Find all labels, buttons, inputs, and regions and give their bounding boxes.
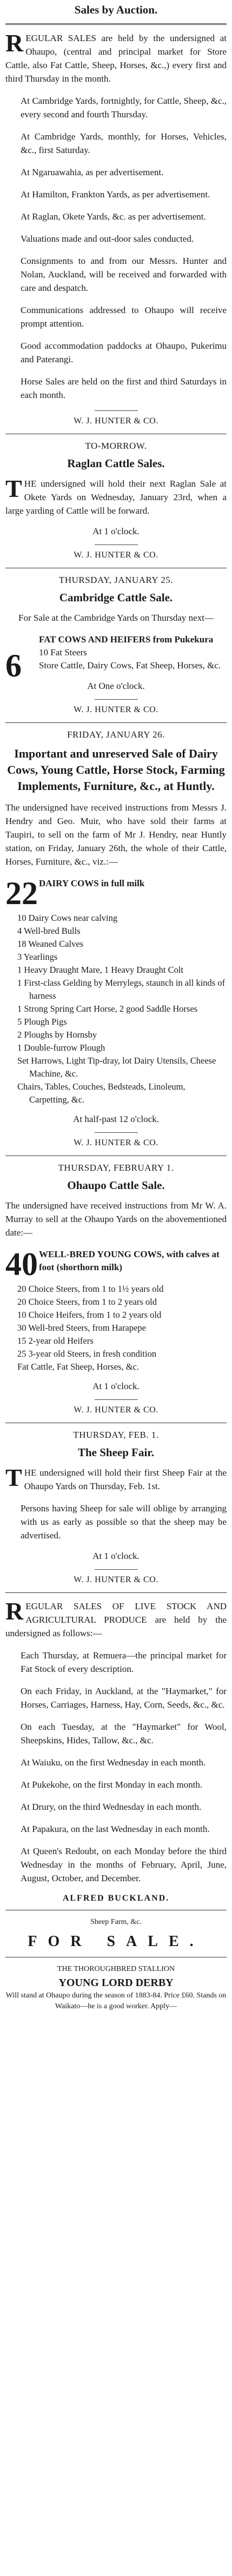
cambridge-notice (5, 575, 227, 715)
consignments-line: Consignments to and from our Messrs. Hunter and Nolan, Auckland, will be received and forwarded with care and despatch. (21, 256, 227, 293)
queens-redoubt-line: At Queen's Redoubt, on each Monday before the third Wednesday in the months of February, April, June, August, October, and December. (21, 1846, 227, 1883)
sale-time: At 1 o'clock. (92, 526, 140, 536)
lot-block (5, 633, 227, 683)
notice-title: Important and unreserved Sale of Dairy Cows, Young Cattle, Horse Stock, Farming Implements, Furniture, &c., at Huntly. (7, 747, 225, 793)
section-rule (5, 722, 227, 723)
notice-date: THURSDAY, FEB. 1. (73, 1430, 159, 1440)
sheep-fair-notice (5, 1430, 227, 1585)
regular-sales-intro: REGULAR SALES are held by the undersigned at Ohaupo, (central and principal market for Store Cattle, also Fat Cattle, Sheep, Horses, &c.,) every first and third Thursday in the month. (5, 29, 227, 84)
regular-sales-notice (5, 31, 227, 426)
lot-line: DAIRY COWS in full milk (39, 878, 145, 888)
signature: W. J. HUNTER & CO. (74, 1405, 158, 1415)
sale-time: At 1 o'clock. (92, 1551, 140, 1561)
drop-cap: T (5, 475, 22, 502)
list-item: 25 3-year old Steers, in fresh condition (17, 1349, 157, 1359)
auckland-friday-line: On each Friday, in Auckland, at the "Haymarket," for Horses, Carriages, Harness, Hay, Corn, Seeds, &c., &c. (21, 1686, 227, 1710)
divider (95, 1569, 138, 1570)
lot-line: 10 Fat Steers (39, 647, 87, 658)
list-item: 5 Plough Pigs (17, 1017, 67, 1027)
notice-intro: The undersigned have received instructions from Mr W. A. Murray to sell at the Ohaupo Yards on the abovementioned date:— (5, 1200, 227, 1238)
cambridge-fortnightly: At Cambridge Yards, fortnightly, for Cattle, Sheep, &c., every second and fourth Thursday. (21, 96, 227, 119)
notice-title: Ohaupo Cattle Sale. (67, 1179, 165, 1192)
lot-list (5, 912, 227, 1106)
valuations-line: Valuations made and out-door sales conducted. (21, 234, 194, 244)
ohaupo-notice (5, 1163, 227, 1415)
stallion-name: YOUNG LORD DERBY (58, 1977, 174, 1989)
notice-body: THE undersigned will hold their first Sheep Fair at the Ohaupo Yards on Thursday, Feb. 1st. (5, 1464, 227, 1491)
list-item: 20 Choice Steers, from 1 to 1½ years old (17, 1284, 164, 1294)
signature: W. J. HUNTER & CO. (74, 1575, 158, 1584)
papakura-line: At Papakura, on the last Wednesday in each month. (21, 1824, 210, 1834)
lot-line: WELL-BRED YOUNG COWS, with calves at foot (shorthorn milk) (39, 1249, 220, 1272)
divider (95, 699, 138, 700)
notice-date: THURSDAY, FEBRUARY 1. (58, 1163, 174, 1173)
stallion-intro: THE THOROUGHBRED STALLION (57, 1965, 175, 1973)
lot-list (5, 1283, 227, 1373)
for-sale-notice (5, 1917, 227, 2012)
lot-line: Store Cattle, Dairy Cows, Fat Sheep, Horses, &c. (39, 660, 221, 670)
tuesday-line: On each Tuesday, at the "Haymarket" for Wool, Sheepskins, Hides, Tallow, &c., &c. (21, 1722, 227, 1745)
divider (95, 410, 138, 411)
notice-date: TO-MORROW. (85, 441, 147, 451)
cambridge-monthly: At Cambridge Yards, monthly, for Horses, Vehicles, &c., first Saturday. (21, 131, 227, 155)
notice-date: THURSDAY, JANUARY 25. (58, 575, 174, 585)
signature: W. J. HUNTER & CO. (74, 416, 158, 426)
list-item: 4 Well-bred Bulls (17, 926, 81, 936)
lot-line: FAT COWS AND HEIFERS from Pukekura (39, 634, 214, 645)
buckland-notice (5, 1599, 227, 1903)
waiuku-line: At Waiuku, on the first Wednesday in each month. (21, 1757, 206, 1768)
notice-body-2: Persons having Sheep for sale will oblige by arranging with us as early as possible so that the sheep may be advertised. (21, 1503, 227, 1541)
header-rule (5, 23, 227, 25)
for-sale-title: FOR SALE. (28, 1933, 204, 1950)
raglan-notice (5, 441, 227, 560)
notice-title: Raglan Cattle Sales. (67, 457, 165, 470)
list-item: 1 Strong Spring Cart Horse, 2 good Saddle Horses (17, 1004, 198, 1014)
list-item: 1 Double-furrow Plough (17, 1043, 105, 1053)
lot-count: 22 (5, 875, 38, 911)
lot-count: 6 (5, 648, 22, 683)
signature: ALFRED BUCKLAND. (62, 1894, 170, 1903)
remuera-line: Each Thursday, at Remuera—the principal market for Fat Stock of every description. (21, 1650, 227, 1674)
notice-title: The Sheep Fair. (78, 1446, 154, 1459)
sale-time: At 1 o'clock. (92, 1381, 140, 1391)
sale-time: At half-past 12 o'clock. (73, 1114, 159, 1124)
notice-title: Cambridge Cattle Sale. (59, 591, 173, 604)
notice-date: FRIDAY, JANUARY 26. (67, 729, 165, 740)
list-item: Set Harrows, Light Tip-dray, lot Dairy Utensils, Cheese Machine, &c. (17, 1055, 216, 1079)
huntly-notice (5, 729, 227, 1148)
list-item: 3 Yearlings (17, 952, 58, 962)
stallion-details: Will stand at Ohaupo during the season of 1883-84. Price £60. Stands on Waikato—he is a good worker. Apply— (5, 1991, 227, 2010)
drury-line: At Drury, on the third Wednesday in each month. (21, 1802, 202, 1812)
lot-count: 40 (5, 1246, 38, 1282)
list-item: 18 Weaned Calves (17, 939, 84, 949)
horse-sales-line: Horse Sales are held on the first and third Saturdays in each month. (21, 376, 227, 400)
signature: W. J. HUNTER & CO. (74, 550, 158, 560)
divider (95, 1132, 138, 1133)
drop-cap: R (5, 1597, 24, 1625)
lot-block (5, 1246, 227, 1282)
list-item: 1 First-class Gelding by Merrylegs, staunch in all kinds of harness (17, 978, 226, 1001)
paddocks-line: Good accommodation paddocks at Ohaupo, Pukerimu and Paterangi. (21, 341, 227, 364)
list-item: 10 Choice Heifers, from 1 to 2 years old (17, 1310, 162, 1320)
list-item: Fat Cattle, Fat Sheep, Horses, &c. (17, 1362, 140, 1372)
list-item: 20 Choice Steers, from 1 to 2 years old (17, 1297, 157, 1307)
notice-intro: For Sale at the Cambridge Yards on Thursday next— (18, 613, 214, 623)
sale-time: At One o'clock. (87, 681, 145, 691)
notice-body: THE undersigned will hold their next Raglan Sale at Okete Yards on Wednesday, January 23rd, when a large yarding of Cattle will be forward. (5, 475, 227, 516)
signature: W. J. HUNTER & CO. (74, 705, 158, 714)
pukekohe-line: At Pukekohe, on the first Monday in each month. (21, 1780, 203, 1790)
list-item: 10 Dairy Cows near calving (17, 913, 118, 923)
notice-intro: The undersigned have received instructions from Messrs J. Hendry and Geo. Muir, who have sold their farms at Taupiri, to sell on the farm of Mr J. Hendry, near Huntly station, on Friday, January 26th, the whole of their Cattle, Horses, Furniture, &c., viz.:— (5, 802, 227, 867)
ngaruawahia-line: At Ngaruawahia, as per advertisement. (21, 167, 164, 177)
signature: W. J. HUNTER & CO. (74, 1138, 158, 1147)
hamilton-line: At Hamilton, Frankton Yards, as per advertisement. (21, 189, 210, 200)
section-header: Sales by Auction. (74, 3, 158, 16)
drop-cap: R (5, 29, 24, 57)
list-item: 30 Well-bred Steers, from Harapepe (17, 1323, 146, 1333)
lot-block (5, 875, 227, 911)
divider (95, 1399, 138, 1400)
for-sale-top: Sheep Farm, &c. (90, 1918, 142, 1926)
raglan-line: At Raglan, Okete Yards, &c. as per advertisement. (21, 211, 206, 222)
list-item: 1 Heavy Draught Mare, 1 Heavy Draught Colt (17, 965, 183, 975)
communications-line: Communications addressed to Ohaupo will receive prompt attention. (21, 305, 227, 329)
section-rule (5, 1592, 227, 1593)
notice-intro: REGULAR SALES OF LIVE STOCK AND AGRICULTURAL PRODUCE are held by the undersigned as follows:— (5, 1597, 227, 1638)
list-item: 2 Ploughs by Hornsby (17, 1030, 97, 1040)
list-item: 15 2-year old Heifers (17, 1336, 94, 1346)
list-item: Chairs, Tables, Couches, Bedsteads, Linoleum, Carpetting, &c. (17, 1081, 185, 1105)
drop-cap: T (5, 1464, 22, 1491)
